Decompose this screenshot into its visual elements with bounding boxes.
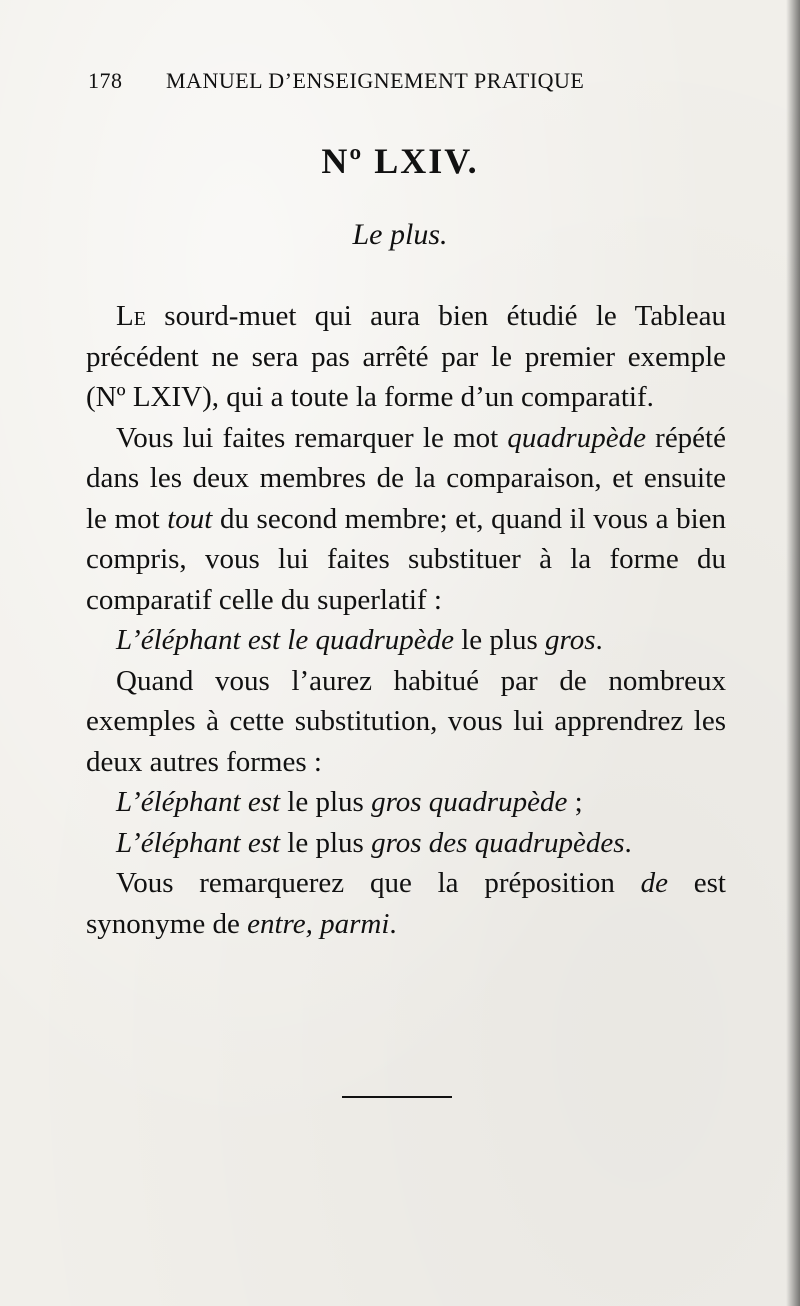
paragraph-3-text: Quand vous l’aurez habitué par de nombreux exemples à cette substitution, vous lui apprendrez les deux autres formes : (86, 664, 726, 778)
paragraph-2-text-2: répété dans les deux membres de la comparaison, et ensuite le mot (86, 421, 726, 535)
example-3 (86, 823, 726, 864)
example-1-text-2: . (595, 624, 603, 656)
example-3-text-1: le plus (280, 826, 372, 859)
example-3-emphasis-2: gros des quadrupèdes (371, 826, 625, 859)
paragraph-4-text-3: . (389, 907, 397, 940)
paragraph-4-text-1: Vous remarquerez que la préposition (116, 867, 641, 899)
example-2-emphasis-2: gros quadrupède (371, 786, 568, 818)
paragraph-2-emphasis-2: tout (167, 502, 213, 535)
body-text (86, 296, 726, 944)
paragraph-3 (86, 661, 726, 783)
running-title: MANUEL D’ENSEIGNEMENT PRATIQUE (166, 68, 585, 93)
paragraph-4 (86, 863, 726, 944)
example-2-emphasis-1: L’éléphant est (116, 786, 281, 818)
example-3-text-2: . (624, 826, 632, 859)
running-header (88, 68, 668, 94)
paragraph-4-emphasis-2: entre, parmi (247, 907, 390, 940)
section-subtitle: Le plus. (352, 218, 448, 251)
example-3-emphasis-1: L’éléphant est (116, 826, 281, 859)
paragraph-1-text: sourd-muet qui aura bien étudié le Tableau précédent ne sera pas arrêté par le premier exemple (Nº LXIV), qui a toute la forme d’un comparatif. (86, 300, 726, 413)
paragraph-2-text-3: du second membre; et, quand il vous a bien compris, vous lui faites substituer à la forme du comparatif celle du superlatif : (86, 502, 727, 616)
example-1-emphasis-2: gros (545, 624, 596, 656)
section-title: Nº LXIV. (321, 141, 479, 181)
paragraph-4-emphasis-1: de (640, 867, 668, 899)
example-2-text-2: ; (567, 786, 583, 818)
example-1 (86, 620, 726, 661)
paragraph-4-text-2: est synonyme de (86, 867, 726, 940)
example-1-text-1: le plus (454, 624, 546, 656)
paragraph-1 (86, 296, 726, 418)
page-gutter-shadow (786, 0, 800, 1306)
lead-word: Le (116, 300, 146, 332)
example-2-text-1: le plus (280, 786, 372, 818)
paragraph-2-text-1: Vous lui faites remarquer le mot (116, 421, 508, 454)
example-2 (86, 782, 726, 823)
paragraph-2-emphasis-1: quadrupède (507, 421, 646, 454)
paragraph-2 (86, 418, 726, 621)
example-1-emphasis-1: L’éléphant est le quadrupède (116, 624, 454, 656)
page-number: 178 (88, 68, 123, 93)
section-end-rule (342, 1096, 452, 1098)
